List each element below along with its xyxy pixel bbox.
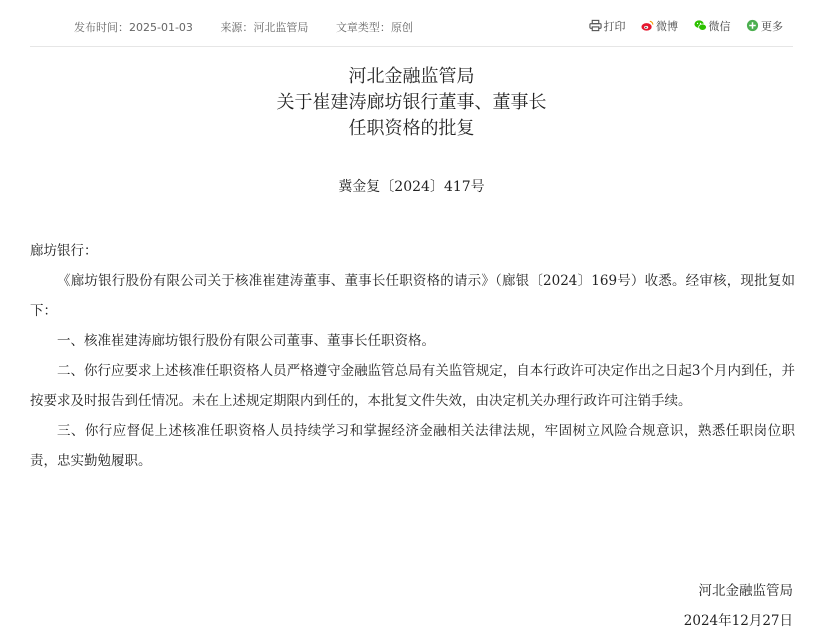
article-meta-info [74,19,437,35]
title-line-3: 任职资格的批复 [348,118,475,139]
document-title [0,64,823,142]
more-label: 更多 [761,20,783,33]
type-label: 文章类型： [335,21,391,34]
weibo-share-button[interactable] [641,18,678,34]
more-share-button[interactable] [746,18,783,34]
signoff-block [684,576,793,636]
title-line-2: 关于崔建涛廊坊银行董事、董事长 [276,92,547,113]
document-body [30,236,795,476]
wechat-label: 微信 [708,20,731,33]
article-type [336,21,413,34]
article-source [220,21,308,34]
wechat-share-button[interactable] [694,18,731,34]
body-paragraph: 一、核准崔建涛廊坊银行股份有限公司董事、董事长任职资格。 [57,333,435,349]
salutation: 廊坊银行： [30,243,98,259]
plus-circle-icon [746,19,759,32]
signoff-org: 河北金融监管局 [698,583,793,599]
weibo-icon [641,19,654,32]
publish-time-label: 发布时间： [74,21,129,34]
signoff-date: 2024年12月27日 [683,613,793,629]
body-paragraph: 三、你行应督促上述核准任职资格人员持续学习和掌握经济金融相关法律法规，牢固树立风险合规意识，熟悉任职岗位职责，忠实勤勉履职。 [30,423,795,469]
weibo-label: 微博 [656,20,678,33]
article-meta-bar [30,0,793,47]
source-label: 来源： [220,21,254,34]
document-number: 冀金复〔2024〕417号 [338,179,485,195]
type-value: 原创 [390,21,413,34]
print-button[interactable] [589,18,626,34]
source-value: 河北监管局 [253,21,309,34]
body-paragraph: 《廊坊银行股份有限公司关于核准崔建涛董事、董事长任职资格的请示》（廊银〔2024〕169号）收悉。经审核，现批复如下： [30,273,795,319]
title-line-1: 河北金融监管局 [348,66,475,87]
publish-time-value: 2025-01-03 [129,21,193,34]
body-paragraph: 二、你行应要求上述核准任职资格人员严格遵守金融监管总局有关监管规定，自本行政许可决定作出之日起3个月内到任，并按要求及时报告到任情况。未在上述规定期限内到任的，本批复文件失效，由决定机关办理行政许可注销手续。 [30,363,795,409]
print-label: 打印 [603,20,626,33]
share-toolbar [577,18,784,34]
wechat-icon [694,19,707,32]
printer-icon [589,19,602,32]
publish-time [74,21,193,34]
